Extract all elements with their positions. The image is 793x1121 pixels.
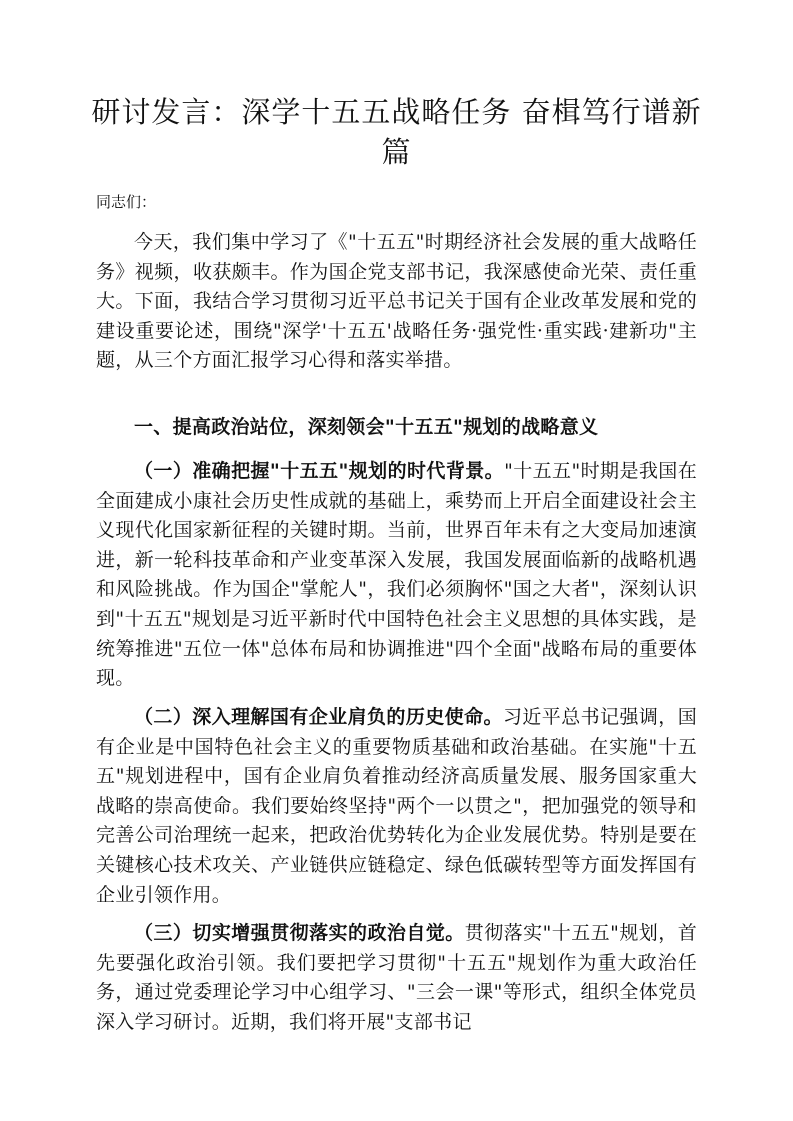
subsection-body-1: "十五五"时期是我国在全面建成小康社会历史性成就的基础上，乘势而上开启全面建设社会主义现代化国家新征程的关键时期。当前，世界百年未有之大变局加速演进，新一轮科技革命和产业变革深入发展，我国发展面临新的战略机遇和风险挑战。作为国企"掌舵人"，我们必须胸怀"国之大者"，深刻认识到"十五五"规划是习近平新时代中国特色社会主义思想的具体实践，是统筹推进"五位一体"总体布局和协调推进"四个全面"战略布局的重要体现。 <box>96 460 697 690</box>
subsection-body-3: 贯彻落实"十五五"规划，首先要强化政治引领。我们要把学习贯彻"十五五"规划作为重大政治任务，通过党委理论学习中心组学习、"三会一课"等形式，组织全体党员深入学习研讨。近期，我们将开展"支部书记 <box>96 922 697 1033</box>
subsection-paragraph-1 <box>96 457 697 694</box>
subsection-lead-1: （一）准确把握"十五五"规划的时代背景。 <box>134 460 505 482</box>
intro-paragraph: 今天，我们集中学习了《"十五五"时期经济社会发展的重大战略任务》视频，收获颇丰。作为国企党支部书记，我深感使命光荣、责任重大。下面，我结合学习贯彻习近平总书记关于国有企业改革发展和党的建设重要论述，围绕"深学'十五五'战略任务·强党性·重实践·建新功"主题，从三个方面汇报学习心得和落实举措。 <box>96 231 697 372</box>
subsection-paragraph-2 <box>96 703 697 910</box>
subsection-lead-3: （三）切实增强贯彻落实的政治自觉。 <box>134 922 465 944</box>
subsection-lead-2: （二）深入理解国有企业肩负的历史使命。 <box>134 706 503 728</box>
salutation: 同志们： <box>96 193 157 211</box>
document-title: 研讨发言：深学十五五战略任务 奋楫笃行谱新篇 <box>91 95 702 169</box>
subsection-body-2: 习近平总书记强调，国有企业是中国特色社会主义的重要物质基础和政治基础。在实施"十五五"规划进程中，国有企业肩负着推动经济高质量发展、服务国家重大战略的崇高使命。我们要始终坚持"两个一以贯之"，把加强党的领导和完善公司治理统一起来，把政治优势转化为企业发展优势。特别是要在关键核心技术攻关、产业链供应链稳定、绿色低碳转型等方面发挥国有企业引领作用。 <box>96 706 697 906</box>
subsection-paragraph-3 <box>96 919 697 1037</box>
section-heading-1: 一、提高政治站位，深刻领会"十五五"规划的战略意义 <box>134 416 599 438</box>
